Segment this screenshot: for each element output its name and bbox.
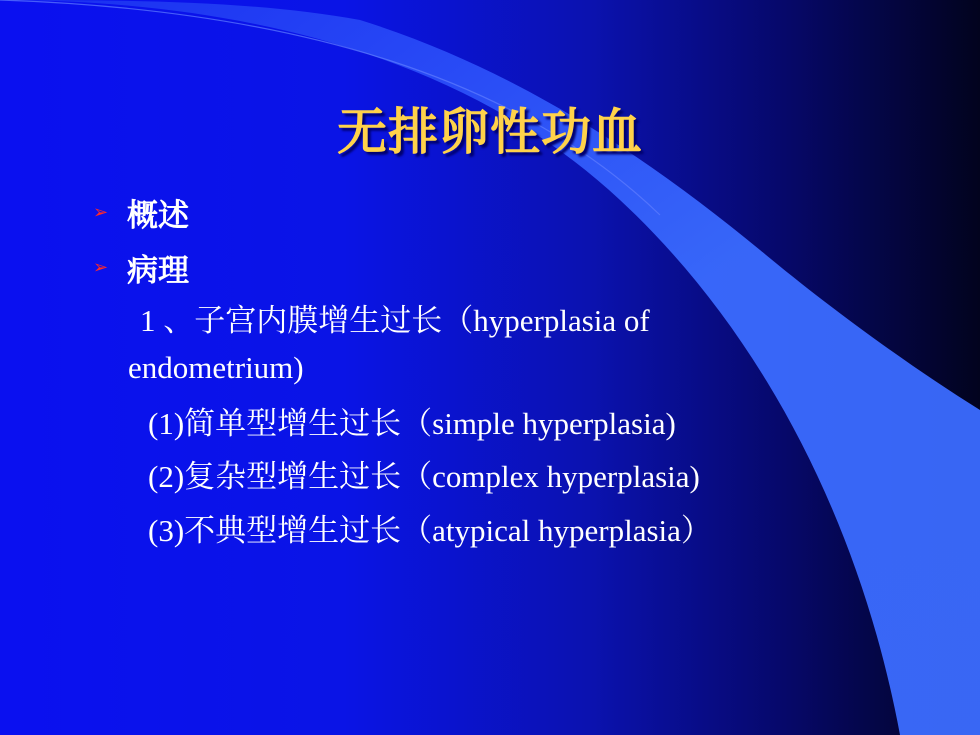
subitem-complex: (2)复杂型增生过长（complex hyperplasia) bbox=[148, 459, 700, 494]
subitem-simple: (1)简单型增生过长（simple hyperplasia) bbox=[148, 406, 676, 441]
slide-title: 无排卵性功血 bbox=[337, 103, 643, 161]
arrow-bullet-icon: ➢ bbox=[93, 257, 109, 278]
subitem-atypical: (3)不典型增生过长（atypical hyperplasia） bbox=[148, 513, 712, 548]
bullet-label: 病理 bbox=[127, 253, 189, 289]
pathology-item-1-line-2: endometrium) bbox=[128, 350, 304, 385]
bullet-overview bbox=[93, 190, 189, 235]
bullet-label: 概述 bbox=[127, 198, 189, 234]
pathology-item-1-line-1: 1 、子宫内膜增生过长（hyperplasia of bbox=[140, 303, 650, 338]
arrow-bullet-icon: ➢ bbox=[93, 202, 109, 223]
bullet-pathology bbox=[93, 245, 189, 290]
